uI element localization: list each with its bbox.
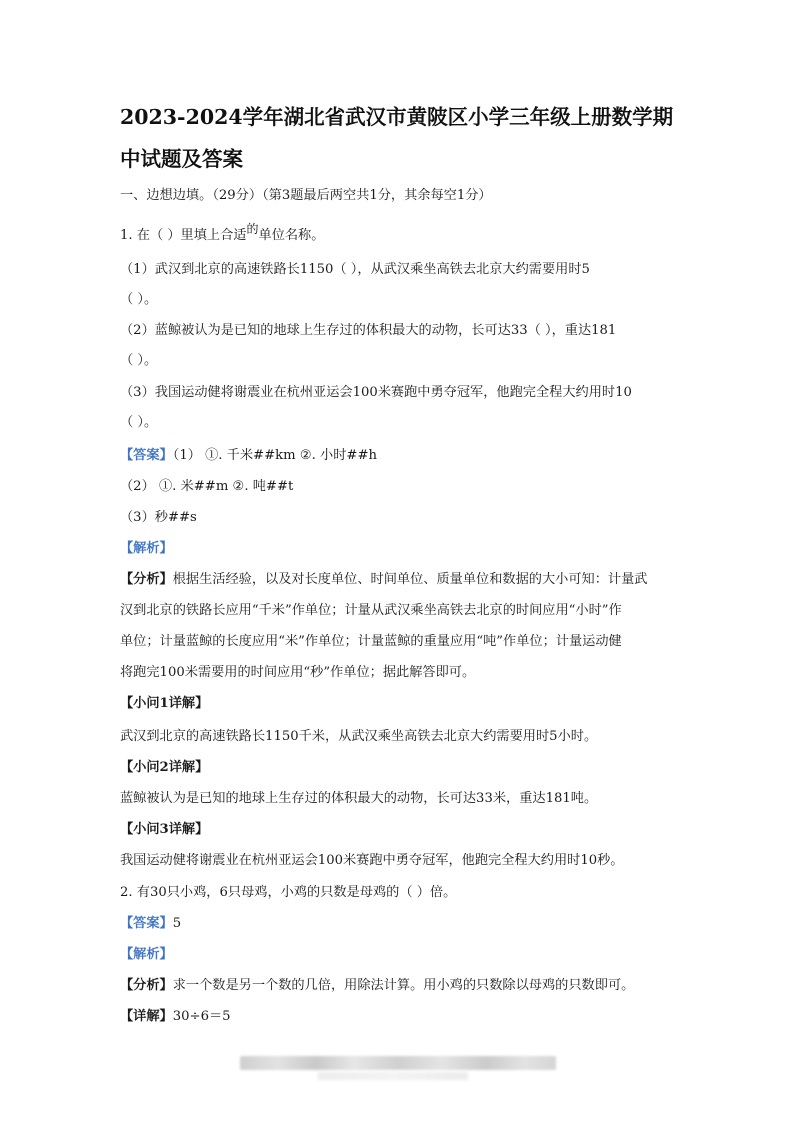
question-1-part-1-line-b: （ ）。 [120,292,158,307]
sub-question-2-text: 蓝鲸被认为是已知的地球上生存过的体积最大的动物，长可达33米，重达181吨。 [120,791,598,806]
sub-question-3-text: 我国运动健将谢震业在杭州亚运会100米赛跑中勇夺冠军，他跑完全程大约用时10秒。 [120,853,624,868]
question-1-answer-line-3: （3）秒##s [120,510,197,525]
question-2-stem: 2. 有30只小鸡，6只母鸡，小鸡的只数是母鸡的（ ）倍。 [120,885,457,900]
answer-tag: 【答案】 [120,448,173,463]
question-2-fenxi [120,977,634,995]
fenxi-text: 求一个数是另一个数的几倍，用除法计算。用小鸡的只数除以母鸡的只数即可。 [172,978,635,993]
question-2-detail [120,1008,231,1026]
answer-tag: 【答案】 [120,916,173,931]
question-2-answer [120,915,181,933]
sub-question-1-tag: 【小问1详解】 [120,696,209,711]
question-1-part-2-line-b: （ ）。 [120,353,158,368]
fenxi-text: 根据生活经验，以及对长度单位、时间单位、质量单位和数据的大小可知：计量武 [172,572,648,587]
detail-tag: 【详解】 [120,1009,173,1024]
question-1-part-1-line-a: （1）武汉到北京的高速铁路长1150（ ），从武汉乘坐高铁去北京大约需要用时5 [120,262,590,277]
question-1-analysis-tag: 【解析】 [120,541,173,556]
answer-text: （1） ①. 千米##km ②. 小时##h [172,448,378,463]
section-heading: 一、边想边填。（29分）（第3题最后两空共1分，其余每空1分） [120,188,492,203]
answer-value: 5 [172,916,182,931]
question-1-part-2-line-a: （2）蓝鲸被认为是已知的地球上生存过的体积最大的动物，长可达33（ ），重达181 [120,323,617,338]
question-1-stem [120,222,325,245]
question-1-fenxi-line-2: 汉到北京的铁路长应用“千米”作单位；计量从武汉乘坐高铁去北京的时间应用“小时”作 [120,603,622,618]
question-1-fenxi-line-4: 将跑完100米需要用的时间应用“秒”作单位；据此解答即可。 [120,665,476,680]
question-1-stem-de: 的 [246,222,259,236]
document-title-line-1: 2023-2024学年湖北省武汉市黄陂区小学三年级上册数学期 [120,105,674,129]
sub-question-3-tag: 【小问3详解】 [120,822,209,837]
question-1-part-3-line-b: （ ）。 [120,415,158,430]
question-1-answer-line-1 [120,447,377,465]
detail-text: 30÷6＝5 [172,1009,231,1024]
question-1-part-3-line-a: （3）我国运动健将谢震业在杭州亚运会100米赛跑中勇夺冠军，他跑完全程大约用时10 [120,385,632,400]
blurred-footer-watermark-secondary [318,1072,468,1080]
blurred-footer-watermark [240,1056,556,1070]
question-1-stem-part-b: 单位名称。 [258,228,325,243]
fenxi-tag: 【分析】 [120,978,173,993]
question-1-fenxi-line-1 [120,571,648,589]
document-title-line-2: 中试题及答案 [120,147,243,171]
question-2-analysis-tag: 【解析】 [120,947,173,962]
sub-question-2-tag: 【小问2详解】 [120,760,209,775]
fenxi-tag: 【分析】 [120,572,173,587]
question-1-stem-part-a: 1. 在（ ）里填上合适 [120,228,247,243]
sub-question-1-text: 武汉到北京的高速铁路长1150千米，从武汉乘坐高铁去北京大约需要用时5小时。 [120,729,598,744]
question-1-answer-line-2: （2） ①. 米##m ②. 吨##t [120,479,294,494]
question-1-fenxi-line-3: 单位；计量蓝鲸的长度应用“米”作单位；计量蓝鲸的重量应用“吨”作单位；计量运动健 [120,634,622,649]
